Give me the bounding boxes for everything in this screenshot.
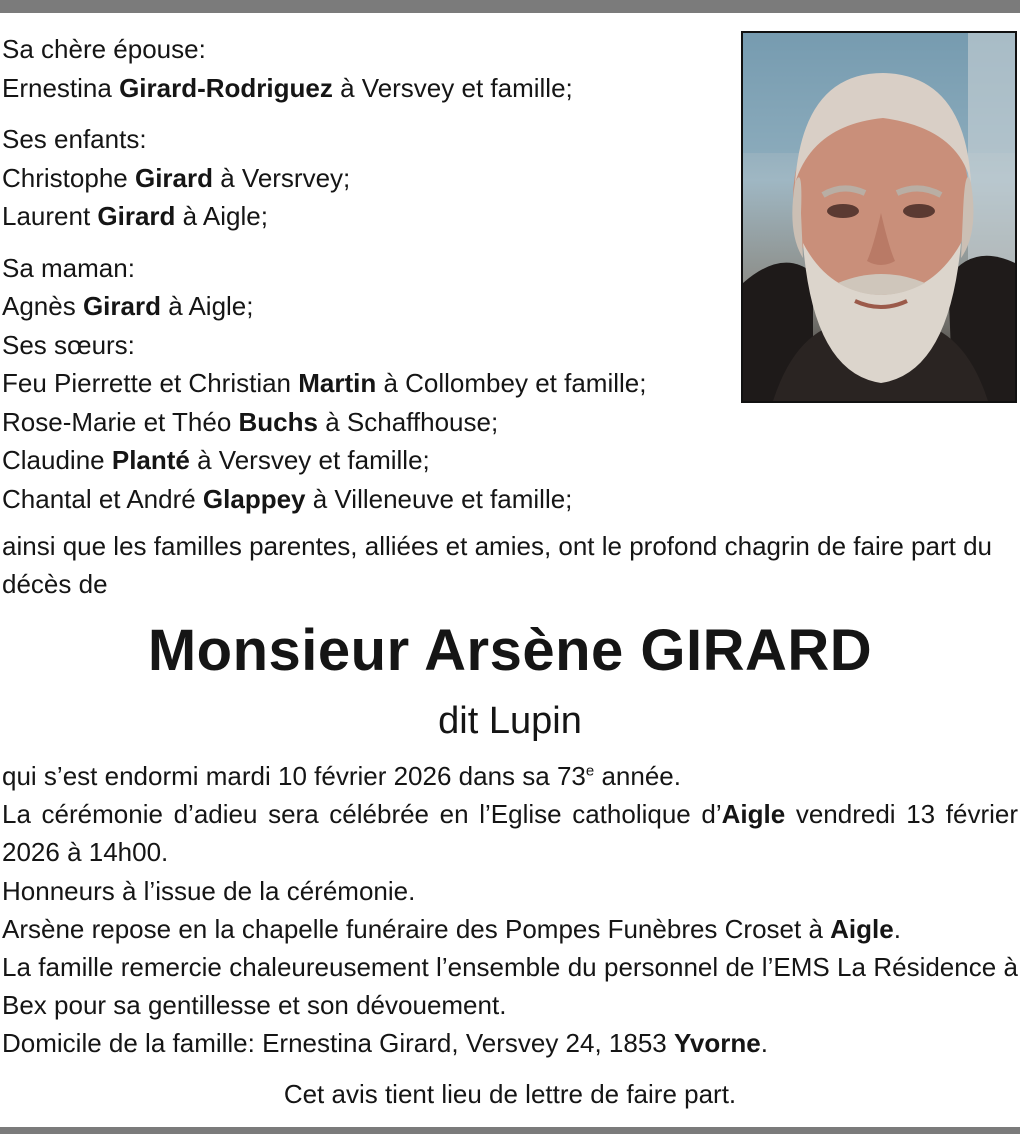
sister-line: Rose-Marie et Théo Buchs à Schaffhouse; [2, 406, 499, 437]
child-line: Laurent Girard à Aigle; [2, 201, 268, 231]
deceased-name: Monsieur Arsène GIRARD [147, 618, 873, 683]
spouse-heading: Sa chère épouse: [2, 34, 206, 64]
honours-line: Honneurs à l’issue de la cérémonie. [2, 875, 416, 906]
closing-note: Cet avis tient lieu de lettre de faire part. [283, 1079, 737, 1109]
deceased-alias: dit Lupin [438, 700, 582, 742]
sister-line: Chantal et André Glappey à Villeneuve et famille; [2, 483, 573, 514]
announcement-intro: ainsi que les familles parentes, alliées et amies, ont le profond chagrin de faire part du décès de [2, 531, 993, 599]
sisters-heading: Ses sœurs: [2, 329, 135, 360]
death-line: qui s’est endormi mardi 10 février 2026 dans sa 73e année. [2, 761, 681, 791]
mother-line: Agnès Girard à Aigle; [2, 291, 254, 321]
top-border [0, 0, 1020, 13]
sister-line: Claudine Planté à Versvey et famille; [2, 445, 430, 475]
home-line: Domicile de la famille: Ernestina Girard, Versvey 24, 1853 Yvorne. [2, 1028, 768, 1059]
thanks-line: La famille remercie chaleureusement l’ensemble du personnel de l’EMS La Résidence à Bex pour sa gentillesse et son dévouement. [2, 952, 1018, 1021]
child-line: Christophe Girard à Versrvey; [2, 162, 351, 193]
family-list [2, 30, 732, 518]
sister-line: Feu Pierrette et Christian Martin à Collombey et famille; [2, 368, 647, 398]
portrait-illustration [743, 33, 1015, 401]
mother-heading: Sa maman: [2, 252, 135, 283]
ceremony-line: La cérémonie d’adieu sera célébrée en l’Eglise catholique d’Aigle vendredi 13 février 2026 à 14h00. [2, 799, 1019, 868]
children-heading: Ses enfants: [2, 124, 147, 154]
bottom-border [0, 1127, 1020, 1134]
spouse-line: Ernestina Girard-Rodriguez à Versvey et famille; [2, 72, 573, 103]
portrait-photo [741, 31, 1017, 403]
details-block [2, 757, 1018, 1063]
repose-line: Arsène repose en la chapelle funéraire des Pompes Funèbres Croset à Aigle. [2, 913, 901, 944]
